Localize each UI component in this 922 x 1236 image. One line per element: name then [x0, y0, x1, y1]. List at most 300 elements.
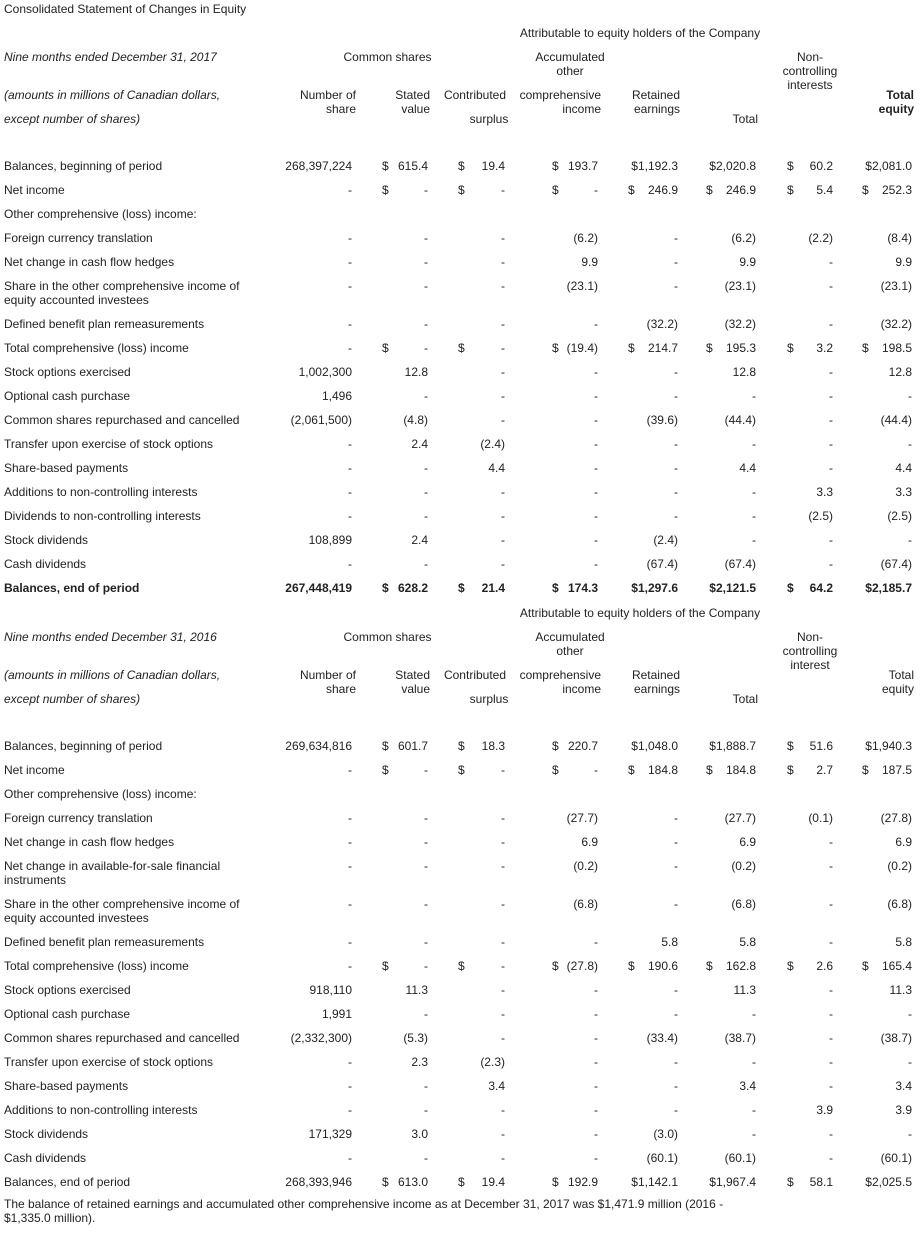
cell-contrib: 19.4 [481, 159, 505, 173]
row-label: Net income [4, 763, 65, 777]
row-label: Common shares repurchased and cancelled [4, 413, 240, 427]
cell-retained: $1,192.3 [631, 159, 678, 173]
cell-equity: $2,025.5 [865, 1175, 912, 1189]
cell-nci: 60.2 [809, 159, 833, 173]
cell-stated: 12.8 [404, 365, 428, 379]
dollar-sign: $ [787, 183, 794, 197]
cell-stated: - [424, 1079, 428, 1093]
row-label: Stock options exercised [4, 983, 131, 997]
cell-equity: $2,081.0 [865, 159, 912, 173]
units-line2: except number of shares) [4, 112, 141, 126]
cell-retained: - [674, 1103, 678, 1117]
dollar-sign: $ [787, 763, 794, 777]
dollar-sign: $ [458, 739, 465, 753]
cell-stated: - [424, 255, 428, 269]
cell-total: 195.3 [725, 341, 756, 355]
cell-contrib: - [501, 317, 505, 331]
cell-total: (0.2) [731, 859, 756, 873]
cell-contrib: - [501, 413, 505, 427]
cell-shares: 1,991 [321, 1007, 352, 1021]
cell-retained: - [674, 835, 678, 849]
cell-stated: - [424, 859, 428, 873]
cell-equity: $2,185.7 [865, 581, 912, 595]
cell-nci: - [829, 557, 833, 571]
cell-equity: 9.9 [895, 255, 912, 269]
nci-header: Non- controlling interest [782, 630, 838, 672]
cell-contrib: - [501, 959, 505, 973]
cell-shares: - [348, 959, 352, 973]
table-row [0, 432, 922, 456]
cell-equity: 252.3 [881, 183, 912, 197]
cell-aoci: - [594, 1055, 598, 1069]
cell-equity: - [908, 1007, 912, 1021]
cell-equity: - [908, 533, 912, 547]
cell-total: $1,888.7 [709, 739, 756, 753]
shares-header: Number of share [299, 88, 356, 116]
cell-aoci: - [594, 763, 598, 777]
cell-shares: - [348, 557, 352, 571]
row-label: Net change in available-for-sale financial instruments [4, 859, 221, 887]
cell-contrib: - [501, 485, 505, 499]
cell-stated: 2.4 [411, 533, 428, 547]
cell-contrib: (2.4) [480, 437, 505, 451]
cell-shares: - [348, 1103, 352, 1117]
cell-stated: - [424, 557, 428, 571]
cell-equity: 3.3 [895, 485, 912, 499]
table-row [0, 552, 922, 576]
aoci-header-bottom: comprehensive income [519, 88, 601, 116]
attributable-header: Attributable to equity holders of the Company [519, 606, 761, 620]
period-label: Nine months ended December 31, 2017 [4, 50, 217, 64]
row-label: Stock dividends [4, 533, 89, 547]
cell-retained: $1,048.0 [631, 739, 678, 753]
dollar-sign: $ [787, 581, 794, 595]
dollar-sign: $ [552, 581, 559, 595]
cell-shares: 268,397,224 [285, 159, 352, 173]
cell-nci: - [829, 461, 833, 475]
cell-equity: (2.5) [887, 509, 912, 523]
row-label: Transfer upon exercise of stock options [4, 437, 213, 451]
cell-total: 3.4 [739, 1079, 756, 1093]
cell-nci: 51.6 [809, 739, 833, 753]
cell-retained: - [674, 811, 678, 825]
row-label: Defined benefit plan remeasurements [4, 317, 205, 331]
aoci-header-bottom: comprehensive income [519, 668, 601, 696]
dollar-sign: $ [552, 959, 559, 973]
contributed-header: Contributed [443, 88, 507, 102]
cell-shares: 268,393,946 [285, 1175, 352, 1189]
total-header: Total [732, 692, 758, 706]
row-label: Share in the other comprehensive income of equity accounted investees [4, 897, 240, 925]
cell-stated: 601.7 [397, 739, 428, 753]
cell-nci: 2.6 [816, 959, 833, 973]
cell-retained: (2.4) [653, 533, 678, 547]
nci-header: Non- controlling interests [782, 50, 838, 92]
cell-contrib: 18.3 [481, 739, 505, 753]
row-label: Share-based payments [4, 1079, 129, 1093]
cell-contrib: - [501, 897, 505, 911]
cell-total: $1,967.4 [709, 1175, 756, 1189]
cell-nci: 58.1 [809, 1175, 833, 1189]
cell-retained: - [674, 461, 678, 475]
cell-shares: - [348, 1079, 352, 1093]
table-row [0, 954, 922, 978]
cell-stated: - [424, 1103, 428, 1117]
cell-shares: - [348, 835, 352, 849]
cell-stated: 2.4 [411, 437, 428, 451]
row-label: Share-based payments [4, 461, 129, 475]
cell-aoci: 193.7 [567, 159, 598, 173]
cell-shares: 269,634,816 [285, 739, 352, 753]
table-row [0, 1098, 922, 1122]
cell-retained: - [674, 983, 678, 997]
cell-contrib: - [501, 341, 505, 355]
cell-shares: (2,061,500) [290, 413, 352, 427]
cell-total: 5.8 [739, 935, 756, 949]
cell-aoci: - [594, 509, 598, 523]
row-label: Dividends to non-controlling interests [4, 509, 201, 523]
table-row [0, 806, 922, 830]
cell-total: $2,121.5 [709, 581, 756, 595]
table-row [0, 360, 922, 384]
table-row [0, 274, 922, 312]
cell-nci: - [829, 365, 833, 379]
row-label: Total comprehensive (loss) income [4, 341, 189, 355]
cell-aoci: (19.4) [566, 341, 598, 355]
dollar-sign: $ [706, 763, 713, 777]
dollar-sign: $ [787, 341, 794, 355]
cell-equity: (0.2) [887, 859, 912, 873]
cell-total: - [752, 509, 756, 523]
cell-total: - [752, 389, 756, 403]
dollar-sign: $ [382, 581, 389, 595]
cell-equity: (38.7) [880, 1031, 912, 1045]
cell-nci: - [829, 255, 833, 269]
cell-equity: (32.2) [880, 317, 912, 331]
cell-equity: - [908, 1055, 912, 1069]
cell-total: (38.7) [724, 1031, 756, 1045]
cell-aoci: - [594, 533, 598, 547]
cell-shares: - [348, 255, 352, 269]
row-label: Cash dividends [4, 557, 87, 571]
cell-stated: 613.0 [397, 1175, 428, 1189]
cell-total: - [752, 1055, 756, 1069]
cell-contrib: - [501, 557, 505, 571]
table-row [0, 1050, 922, 1074]
footnote: The balance of retained earnings and accumulated other comprehensive income as at December 31, 2017 was $1,471.9 million (2016 - $1,335.0 million). [4, 1197, 724, 1225]
table-row [0, 734, 922, 758]
cell-stated: 11.3 [405, 983, 428, 997]
common-shares-header: Common shares [343, 630, 432, 644]
cell-total: - [752, 1127, 756, 1141]
cell-aoci: - [594, 1079, 598, 1093]
table-row [0, 336, 922, 360]
row-label: Balances, beginning of period [4, 739, 163, 753]
cell-total: (23.1) [724, 279, 756, 293]
cell-aoci: 6.9 [581, 835, 598, 849]
cell-shares: - [348, 485, 352, 499]
cell-total: 6.9 [739, 835, 756, 849]
row-label: Optional cash purchase [4, 389, 131, 403]
cell-nci: 2.7 [816, 763, 833, 777]
cell-shares: - [348, 897, 352, 911]
cell-stated: - [424, 231, 428, 245]
cell-stated: - [424, 811, 428, 825]
cell-shares: - [348, 509, 352, 523]
cell-contrib: 21.4 [481, 581, 505, 595]
cell-total: - [752, 1007, 756, 1021]
cell-nci: - [829, 279, 833, 293]
row-label: Cash dividends [4, 1151, 87, 1165]
cell-aoci: (27.7) [566, 811, 598, 825]
cell-retained: 5.8 [661, 935, 678, 949]
cell-contrib: - [501, 1007, 505, 1021]
cell-retained: (3.0) [653, 1127, 678, 1141]
cell-stated: - [424, 1007, 428, 1021]
cell-aoci: - [594, 1031, 598, 1045]
cell-aoci: - [594, 935, 598, 949]
cell-nci: - [829, 1055, 833, 1069]
row-label: Defined benefit plan remeasurements [4, 935, 205, 949]
cell-aoci: (6.2) [573, 231, 598, 245]
dollar-sign: $ [862, 763, 869, 777]
contributed-header-2: surplus [469, 692, 509, 706]
common-shares-header: Common shares [343, 50, 432, 64]
cell-equity: (8.4) [887, 231, 912, 245]
cell-retained: - [674, 437, 678, 451]
table-row [0, 854, 922, 892]
cell-shares: - [348, 317, 352, 331]
dollar-sign: $ [458, 341, 465, 355]
cell-stated: 3.0 [411, 1127, 428, 1141]
total-header: Total [732, 112, 758, 126]
cell-aoci: 174.3 [567, 581, 598, 595]
table-row [0, 226, 922, 250]
cell-equity: 5.8 [895, 935, 912, 949]
cell-aoci: - [594, 485, 598, 499]
cell-retained: (32.2) [646, 317, 678, 331]
cell-nci: - [829, 1127, 833, 1141]
dollar-sign: $ [382, 159, 389, 173]
cell-stated: - [424, 509, 428, 523]
cell-equity: 198.5 [881, 341, 912, 355]
cell-total: 11.3 [733, 983, 756, 997]
row-label: Stock options exercised [4, 365, 131, 379]
cell-aoci: (6.8) [573, 897, 598, 911]
cell-equity: - [908, 1127, 912, 1141]
cell-aoci: - [594, 557, 598, 571]
cell-aoci: - [594, 413, 598, 427]
row-label: Common shares repurchased and cancelled [4, 1031, 240, 1045]
cell-total: 184.8 [725, 763, 756, 777]
cell-nci: - [829, 859, 833, 873]
cell-shares: 108,899 [308, 533, 352, 547]
cell-contrib: - [501, 365, 505, 379]
cell-total: 9.9 [739, 255, 756, 269]
cell-total: 4.4 [739, 461, 756, 475]
cell-shares: - [348, 763, 352, 777]
cell-retained: (67.4) [646, 557, 678, 571]
cell-equity: (27.8) [880, 811, 912, 825]
cell-stated: - [424, 485, 428, 499]
cell-contrib: - [501, 279, 505, 293]
cell-aoci: - [594, 461, 598, 475]
row-label: Balances, end of period [4, 581, 140, 595]
cell-contrib: - [501, 1151, 505, 1165]
table-row [0, 758, 922, 782]
cell-contrib: - [501, 811, 505, 825]
row-label: Other comprehensive (loss) income: [4, 787, 197, 801]
cell-aoci: (27.8) [566, 959, 598, 973]
dollar-sign: $ [787, 739, 794, 753]
cell-aoci: - [594, 183, 598, 197]
cell-contrib: - [501, 763, 505, 777]
cell-aoci: 220.7 [567, 739, 598, 753]
row-label: Optional cash purchase [4, 1007, 131, 1021]
contributed-header-2: surplus [469, 112, 509, 126]
dollar-sign: $ [458, 763, 465, 777]
dollar-sign: $ [862, 341, 869, 355]
cell-nci: (2.2) [808, 231, 833, 245]
cell-nci: - [829, 1031, 833, 1045]
cell-total: (67.4) [724, 557, 756, 571]
cell-aoci: 192.9 [567, 1175, 598, 1189]
cell-equity: (60.1) [880, 1151, 912, 1165]
table-row [0, 456, 922, 480]
cell-shares: (2,332,300) [290, 1031, 352, 1045]
cell-stated: (5.3) [403, 1031, 428, 1045]
table-row [0, 154, 922, 178]
dollar-sign: $ [628, 341, 635, 355]
cell-retained: (33.4) [646, 1031, 678, 1045]
cell-equity: $1,940.3 [865, 739, 912, 753]
dollar-sign: $ [706, 341, 713, 355]
cell-retained: (39.6) [646, 413, 678, 427]
aoci-header-top: Accumulated other [535, 630, 605, 658]
cell-total: $2,020.8 [709, 159, 756, 173]
stated-header: Stated value [395, 668, 430, 696]
dollar-sign: $ [628, 763, 635, 777]
table-row [0, 1002, 922, 1026]
cell-shares: - [348, 1055, 352, 1069]
cell-nci: (2.5) [808, 509, 833, 523]
cell-stated: - [424, 389, 428, 403]
cell-retained: - [674, 365, 678, 379]
table-row [0, 978, 922, 1002]
row-label: Additions to non-controlling interests [4, 485, 198, 499]
cell-nci: 3.9 [816, 1103, 833, 1117]
cell-total: - [752, 533, 756, 547]
cell-shares: - [348, 341, 352, 355]
cell-total: (32.2) [724, 317, 756, 331]
table-row [0, 782, 922, 806]
table-row [0, 576, 922, 600]
cell-aoci: - [594, 983, 598, 997]
total-equity-header: Total equity [878, 88, 914, 116]
cell-shares: - [348, 279, 352, 293]
table-row [0, 250, 922, 274]
cell-retained: - [674, 859, 678, 873]
cell-aoci: (0.2) [573, 859, 598, 873]
table-row [0, 1074, 922, 1098]
cell-equity: 3.9 [895, 1103, 912, 1117]
cell-equity: (67.4) [880, 557, 912, 571]
cell-stated: - [424, 959, 428, 973]
cell-contrib: 3.4 [488, 1079, 505, 1093]
dollar-sign: $ [787, 959, 794, 973]
cell-nci: 3.2 [816, 341, 833, 355]
cell-equity: (44.4) [880, 413, 912, 427]
cell-equity: 3.4 [895, 1079, 912, 1093]
dollar-sign: $ [458, 1175, 465, 1189]
row-label: Net change in cash flow hedges [4, 835, 175, 849]
table-row [0, 830, 922, 854]
cell-retained: - [674, 389, 678, 403]
cell-nci: - [829, 533, 833, 547]
cell-stated: - [424, 461, 428, 475]
cell-contrib: - [501, 983, 505, 997]
cell-retained: 190.6 [647, 959, 678, 973]
cell-contrib: - [501, 255, 505, 269]
cell-nci: - [829, 935, 833, 949]
table-row [0, 528, 922, 552]
cell-nci: - [829, 1007, 833, 1021]
cell-nci: - [829, 983, 833, 997]
dollar-sign: $ [552, 763, 559, 777]
cell-stated: 615.4 [397, 159, 428, 173]
cell-stated: - [424, 897, 428, 911]
cell-stated: - [424, 341, 428, 355]
cell-shares: - [348, 437, 352, 451]
cell-shares: 918,110 [309, 983, 352, 997]
cell-shares: 171,329 [308, 1127, 352, 1141]
total-equity-header: Total equity [881, 668, 914, 696]
cell-aoci: - [594, 317, 598, 331]
cell-total: - [752, 437, 756, 451]
cell-nci: 5.4 [816, 183, 833, 197]
dollar-sign: $ [552, 159, 559, 173]
dollar-sign: $ [862, 183, 869, 197]
dollar-sign: $ [628, 959, 635, 973]
cell-total: 162.8 [725, 959, 756, 973]
cell-contrib: - [501, 1127, 505, 1141]
cell-total: (6.8) [731, 897, 756, 911]
cell-stated: - [424, 183, 428, 197]
stated-header: Stated value [395, 88, 430, 116]
cell-stated: 628.2 [397, 581, 428, 595]
cell-contrib: 19.4 [481, 1175, 505, 1189]
table-row [0, 178, 922, 202]
units-line2: except number of shares) [4, 692, 141, 706]
row-label: Foreign currency translation [4, 231, 153, 245]
row-label: Total comprehensive (loss) income [4, 959, 189, 973]
cell-stated: - [424, 763, 428, 777]
table-row [0, 480, 922, 504]
cell-total: 246.9 [725, 183, 756, 197]
table-row [0, 202, 922, 226]
dollar-sign: $ [382, 763, 389, 777]
cell-retained: 246.9 [647, 183, 678, 197]
cell-aoci: - [594, 365, 598, 379]
cell-contrib: - [501, 835, 505, 849]
cell-retained: - [674, 897, 678, 911]
cell-retained: - [674, 279, 678, 293]
cell-retained: - [674, 509, 678, 523]
cell-total: (27.7) [724, 811, 756, 825]
cell-contrib: (2.3) [480, 1055, 505, 1069]
attributable-header: Attributable to equity holders of the Company [519, 26, 761, 40]
cell-aoci: - [594, 1007, 598, 1021]
